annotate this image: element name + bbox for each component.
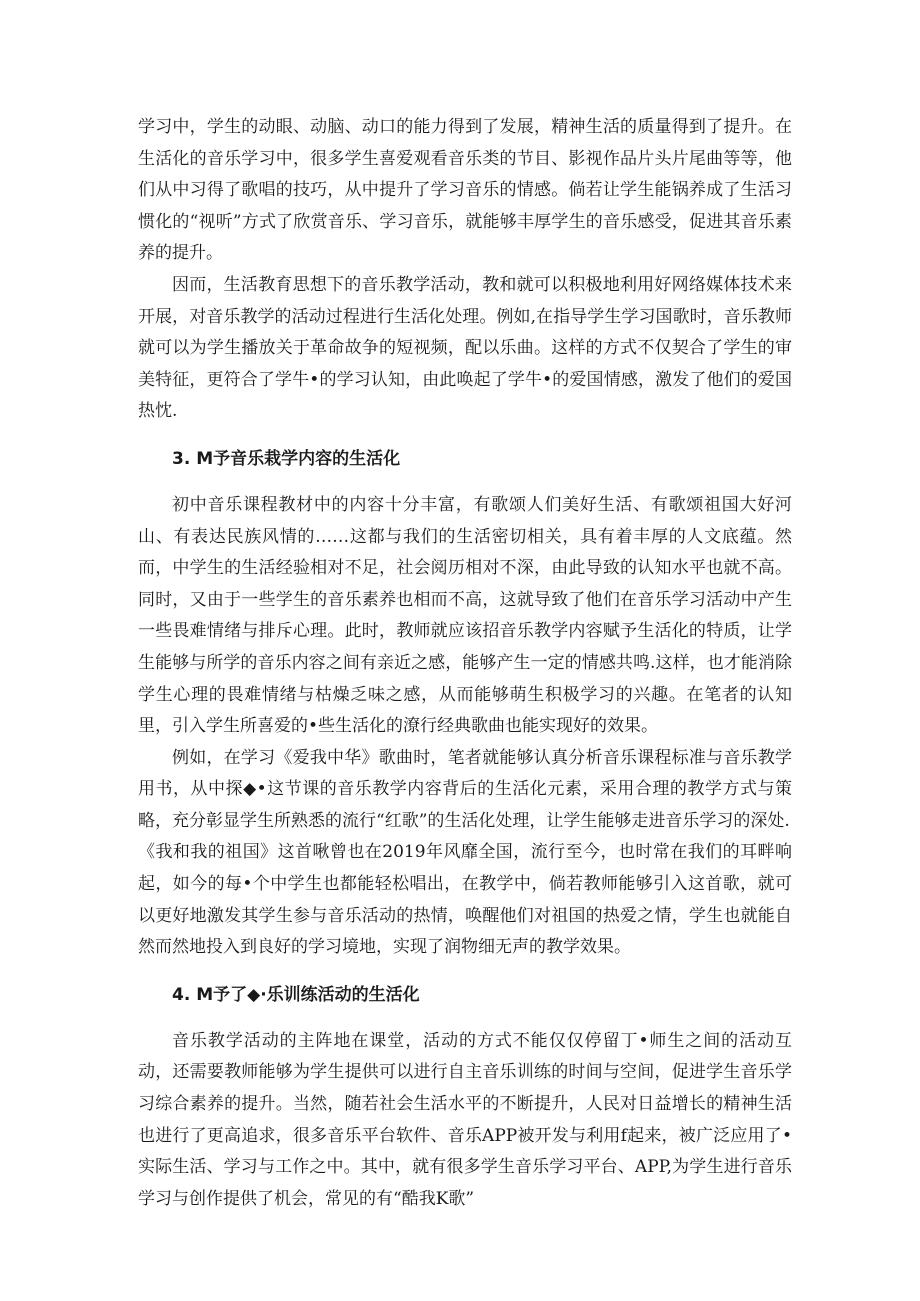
document-page [138, 112, 792, 1215]
paragraph-2: 因而，生活教育思想下的音乐教学活动，教和就可以积极地利用好网络媒体技术来开展，对音乐教学的活动过程进行生活化处理。例如,在指导学生学习国歌时，音乐教师就可以为学生播放关于革命故争的短视频，配以乐曲。这样的方式不仅契合了学生的审美特征，更符合了学牛•的学习认知，由此唤起了学牛•的爱国情感，激发了他们的爱国热忱. [138, 274, 792, 422]
paragraph-3: 初中音乐课程教材中的内容十分丰富，有歌颂人们美好生活、有歌颂祖国大好河山、有表达民族风情的……这都与我们的生活密切相关，具有着丰厚的人文底蕴。然而，中学生的生活经验相对不足，社会阅历相对不深，由此导致的认知水平也就不高。同时，又由于一些学生的音乐素养也相而不高，这就导致了他们在音乐学习活动中产生一些畏难情绪与排斥心理。此时，教师就应该招音乐教学内容赋予生活化的特质，让学生能够与所学的音乐内容之间有亲近之感，能够产生一定的情感共鸣.这样，也才能消除学生心理的畏难情绪与枯燥乏味之感，从而能够萌生积极学习的兴趣。在笔者的认知里，引入学生所喜爱的•些生活化的潦行经典歌曲也能实现好的效果。 [138, 494, 792, 737]
section-heading-4: 4. M予了◆·乐训练活动的生活化 [172, 984, 420, 1005]
paragraph-5: 《我和我的祖国》这首啾曾也在2019年风靡全国，流行至今，也时常在我们的耳畔响起，如今的每•个中学生也都能轻松唱出，在教学中，倘若教师能够引入这首歌，就可以更好地激发其学生参与音乐活动的热情，唤醒他们对祖国的热爱之情，学生也就能自然而然地投入到良好的学习境地，实现了润物细无声的教学效果。 [138, 842, 792, 958]
paragraph-1: 学习中，学生的动眼、动脑、动口的能力得到了发展，精神生活的质量得到了提升。在生活化的音乐学习中，很多学生喜爱观看音乐类的节目、影视作品片头片尾曲等等，他们从中习得了歌唱的技巧，从中提升了学习音乐的情感。倘若让学生能锅养成了生活习惯化的“视听”方式了欣赏音乐、学习音乐，就能够丰厚学生的音乐感受，促进其音乐素养的提升。 [138, 117, 792, 264]
paragraph-4: 例如，在学习《爱我中华》歌曲时，笔者就能够认真分析音乐课程标准与音乐教学用书，从中探◆•这节课的音乐教学内容背后的生活化元素，采用合理的教学方式与策略，充分彰显学生所熟悉的流行“红歌”的生活化处理，让学生能够走进音乐学习的深处. [138, 747, 792, 831]
section-heading-3: 3. M予音乐栽学内容的生活化 [172, 448, 401, 469]
paragraph-6: 音乐教学活动的主阵地在课堂，活动的方式不能仅仅停留丁•师生之间的活动互动，还需要教师能够为学生提供可以进行自主音乐训练的时间与空间，促进学生音乐学习综合素养的提升。当然，随若社会生活水平的不断提升，人民对日益增长的精神生活也进行了更高追求，很多音乐平台软件、音乐APP被开发与利用f起来，被广泛应用了•实际生活、学习与工作之中。其中，就有很多学生音乐学习平台、APP,为学生进行音乐学习与创作提供了机会，常见的有“酷我K歌” [138, 1030, 792, 1209]
